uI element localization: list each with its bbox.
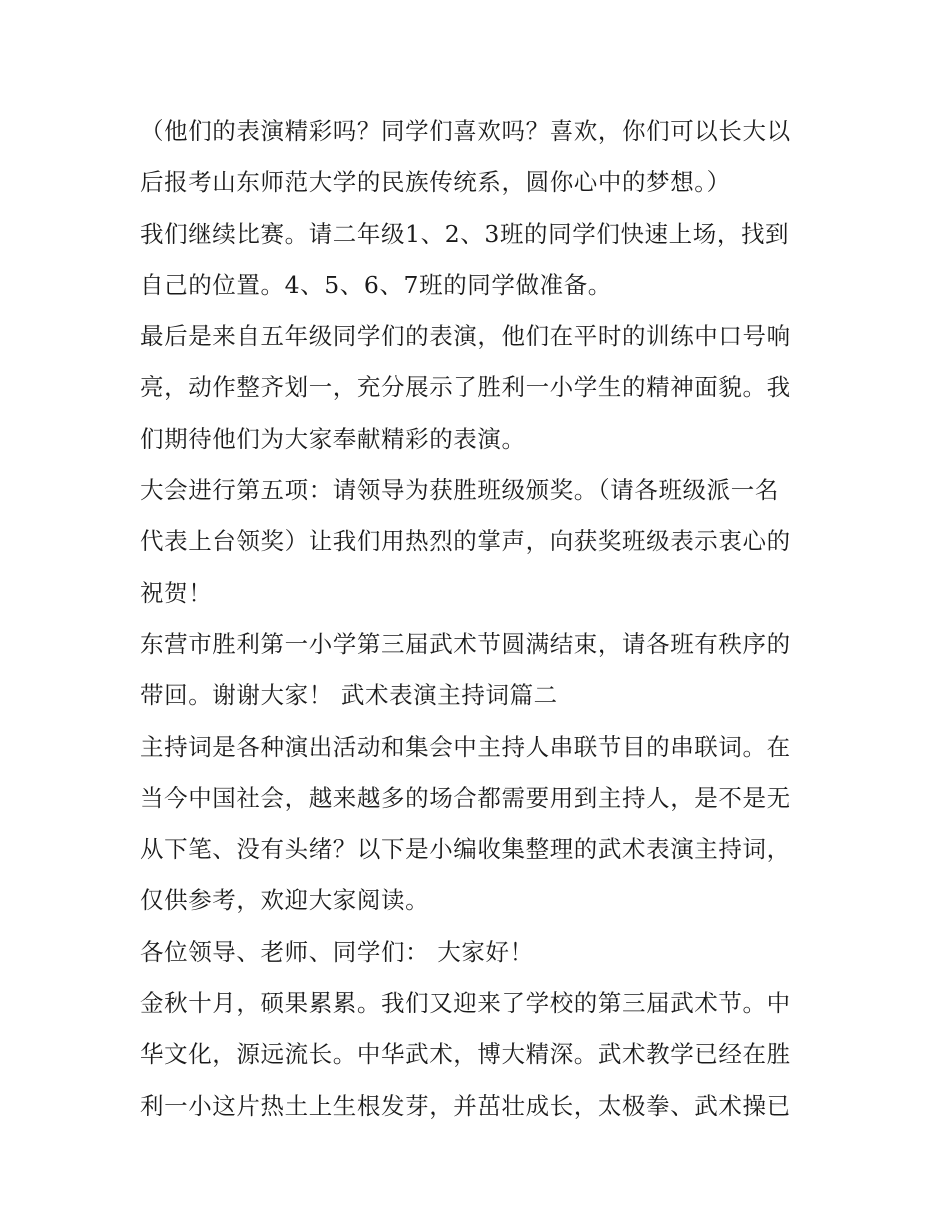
document-body — [140, 106, 820, 1132]
text-line: 当今中国社会，越来越多的场合都需要用到主持人，是不是无 — [140, 783, 791, 812]
text-line: （他们的表演精彩吗？同学们喜欢吗？喜欢，你们可以长大以 — [140, 117, 791, 145]
text-line: 金秋十月，硕果累累。我们又迎来了学校的第三届武术节。中 — [140, 989, 791, 1018]
text-line: 祝贺！ — [140, 578, 213, 607]
text-line: 最后是来自五年级同学们的表演，他们在平时的训练中口号响 — [140, 322, 791, 351]
text-line: 各位领导、老师、同学们： 大家好！ — [140, 937, 534, 966]
text-line: 仅供参考，欢迎大家阅读。 — [140, 886, 430, 915]
text-line: 大会进行第五项：请领导为获胜班级颁奖。（请各班级派一名 — [140, 476, 779, 505]
text-line: 东营市胜利第一小学第三届武术节圆满结束，请各班有秩序的 — [140, 629, 791, 658]
text-line: 们期待他们为大家奉献精彩的表演。 — [140, 424, 526, 453]
text-line: 代表上台领奖）让我们用热烈的掌声，向获奖班级表示衷心的 — [140, 527, 791, 556]
text-line: 带回。谢谢大家！ 武术表演主持词篇二 — [140, 681, 558, 710]
text-line: 亮，动作整齐划一，充分展示了胜利一小学生的精神面貌。我 — [140, 373, 791, 402]
text-line: 自己的位置。4、5、6、7班的同学做准备。 — [140, 270, 612, 299]
text-line: 主持词是各种演出活动和集会中主持人串联节目的串联词。在 — [140, 732, 791, 761]
text-line: 我们继续比赛。请二年级1、2、3班的同学们快速上场，找到 — [140, 219, 790, 248]
text-line: 利一小这片热土上生根发芽，并茁壮成长，太极拳、武术操已 — [140, 1091, 791, 1120]
text-line: 华文化，源远流长。中华武术，博大精深。武术教学已经在胜 — [140, 1040, 791, 1069]
text-line: 后报考山东师范大学的民族传统系，圆你心中的梦想。） — [140, 168, 731, 197]
text-line: 从下笔、没有头绪？以下是小编收集整理的武术表演主持词， — [140, 835, 791, 864]
